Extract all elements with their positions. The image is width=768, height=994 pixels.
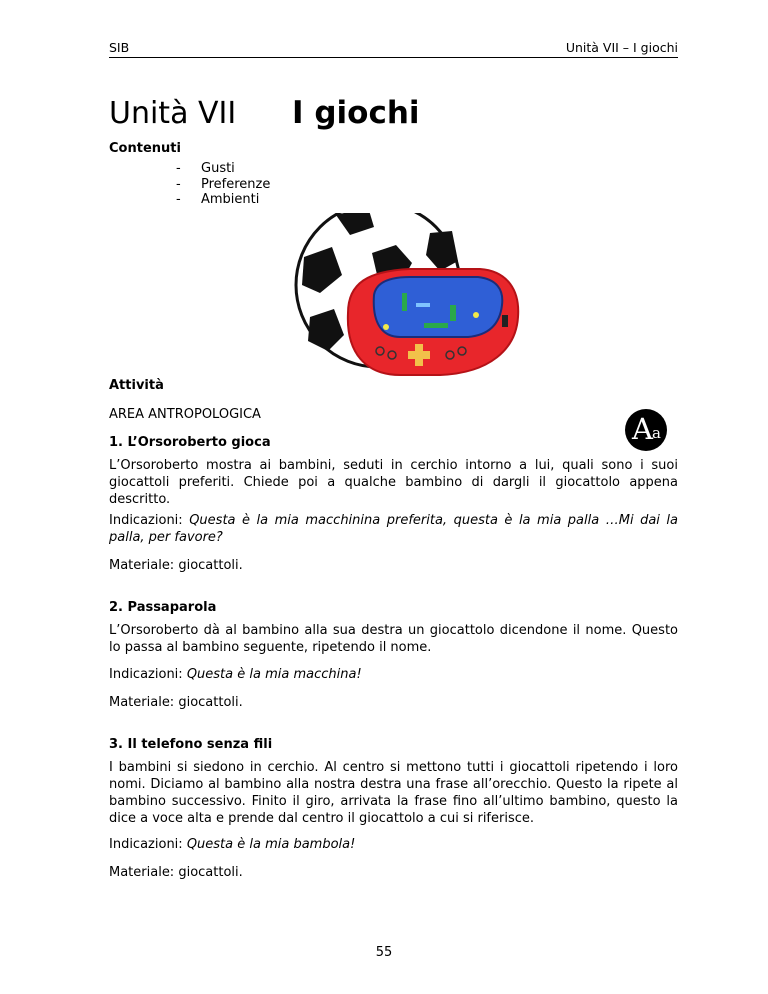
header-rule	[109, 57, 678, 58]
list-item-label: Preferenze	[201, 176, 271, 192]
activity-material	[109, 864, 243, 881]
header-left: SIB	[109, 40, 130, 55]
list-item	[176, 161, 270, 177]
indications-label: Indicazioni:	[109, 837, 183, 852]
activity-title: 3. Il telefono senza fili	[109, 737, 273, 752]
header-right: Unità VII – I giochi	[565, 40, 678, 55]
area-label: AREA ANTROPOLOGICA	[109, 407, 261, 422]
list-dash: -	[176, 161, 181, 176]
list-item	[176, 177, 270, 193]
material-label: Materiale:	[109, 865, 175, 880]
activity-title: 2. Passaparola	[109, 600, 217, 615]
activity-material	[109, 557, 243, 574]
contents-heading: Contenuti	[109, 141, 181, 156]
indications-text: Questa è la mia macchinina preferita, questa è la mia palla …Mi dai la palla, per favore?	[109, 513, 678, 545]
activity-indications	[109, 512, 678, 546]
contents-list	[176, 161, 270, 208]
material-label: Materiale:	[109, 695, 175, 710]
football-and-handheld-console-drawing	[290, 213, 522, 383]
indications-label: Indicazioni:	[109, 513, 183, 528]
handheld-console-icon	[348, 269, 518, 375]
aa-area-logo-icon	[625, 409, 667, 451]
indications-text: Questa è la mia macchina!	[186, 667, 362, 682]
activity-title: 1. L’Orsoroberto gioca	[109, 435, 271, 450]
unit-title: I giochi	[292, 95, 420, 131]
material-text: giocattoli.	[178, 558, 243, 573]
list-item	[176, 192, 270, 208]
activity-indications	[109, 836, 355, 853]
page-number: 55	[375, 945, 393, 960]
activities-heading: Attività	[109, 378, 164, 393]
list-dash: -	[176, 176, 181, 192]
indications-text: Questa è la mia bambola!	[186, 837, 356, 852]
list-item-label: Ambienti	[201, 192, 260, 207]
activity-indications	[109, 666, 362, 683]
material-text: giocattoli.	[178, 865, 243, 880]
activity-text: L’Orsoroberto dà al bambino alla sua destra un giocattolo dicendone il nome. Questo lo passa al bambino seguente, ripetendo il nome.	[109, 623, 678, 655]
list-dash: -	[176, 192, 181, 207]
material-text: giocattoli.	[178, 695, 243, 710]
activity-text: L’Orsoroberto mostra ai bambini, seduti in cerchio intorno a lui, quali sono i suoi giocattoli preferiti. Chiede poi a qualche bambino di dargli il giocattolo appena descritto.	[109, 458, 678, 507]
list-item-label: Gusti	[201, 161, 235, 176]
logo-letter-big: A	[632, 412, 653, 446]
material-label: Materiale:	[109, 558, 175, 573]
logo-letter-small: a	[652, 424, 661, 442]
activity-text: I bambini si siedono in cerchio. Al centro si mettono tutti i giocattoli ripetendo i loro nomi. Diciamo al bambino alla nostra destra una frase all’orecchio. Questo la ripete al bambino successivo. Finito il giro, arrivata la frase fino all’ultimo bambino, questo la dice a voce alta e prende dal centro il giocattolo a cui si riferisce.	[109, 760, 678, 826]
indications-label: Indicazioni:	[109, 667, 183, 682]
unit-number: Unità VII	[109, 96, 237, 131]
activity-material	[109, 694, 243, 711]
